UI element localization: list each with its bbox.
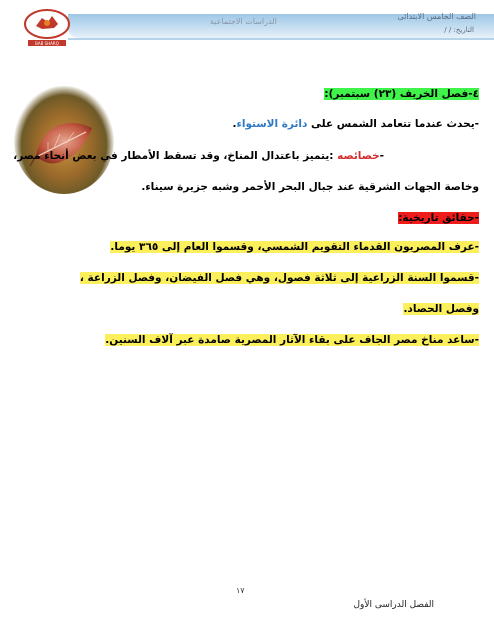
facts-heading-text: -حقائق تاريخية: — [398, 212, 479, 224]
grade-label: الصف الخامس الابتدائى — [397, 12, 476, 21]
fact-seasons — [80, 272, 479, 284]
fact-dry-climate — [105, 334, 479, 346]
fact-dry-climate-text: -ساعد مناخ مصر الجاف على بقاء الآثار المصرية صامدة عبر آلاف السنين. — [105, 334, 479, 346]
header-divider — [68, 38, 494, 40]
facts-heading — [398, 212, 479, 224]
line-characteristics — [13, 150, 384, 162]
subject-label: الدراسات الاجتماعية — [210, 17, 277, 26]
fact-solar-calendar — [110, 241, 479, 253]
equator-term: دائرة الاستواء — [236, 118, 308, 130]
line-eastern-regions — [141, 181, 479, 193]
school-logo-icon — [22, 6, 72, 50]
fact-seasons-cont-text: وفصل الحصاد. — [403, 303, 479, 315]
characteristics-term: خصائصه — [337, 150, 380, 162]
characteristics-text: :يتميز باعتدال المناخ، وقد تسقط الأمطار في بعض أنحاء مصر، — [13, 150, 338, 162]
line-equator — [233, 118, 480, 130]
page-number: ١٧ — [236, 586, 245, 595]
fact-seasons-text: -قسموا السنة الزراعية إلى ثلاثة فصول، وهي فصل الفيضان، وفصل الزراعة ، — [79, 272, 479, 284]
fact-solar-calendar-text: -عرف المصريون القدماء التقويم الشمسي، وقسموا العام إلى ٣٦٥ يوما. — [110, 241, 479, 253]
autumn-heading — [324, 88, 479, 100]
autumn-leaf-photo — [14, 86, 114, 194]
term-label: الفصل الدراسى الأول — [353, 600, 434, 610]
fact-seasons-cont — [403, 303, 479, 315]
characteristics-dash: - — [379, 150, 384, 162]
logo-caption: BAB SHARQ — [35, 41, 59, 46]
line-equator-prefix: -يحدث عندما تتعامد الشمس على — [307, 118, 479, 130]
date-label: التاريخ: / / — [444, 26, 474, 34]
page-header — [0, 0, 494, 48]
line-equator-suffix: . — [232, 118, 237, 130]
eastern-regions-text: وخاصة الجهات الشرقية عند جبال البحر الأحمر وشبه جزيرة سيناء. — [141, 181, 479, 193]
autumn-heading-text: ٤-فصل الخريف (٢٣) سبتمبر): — [324, 88, 479, 100]
